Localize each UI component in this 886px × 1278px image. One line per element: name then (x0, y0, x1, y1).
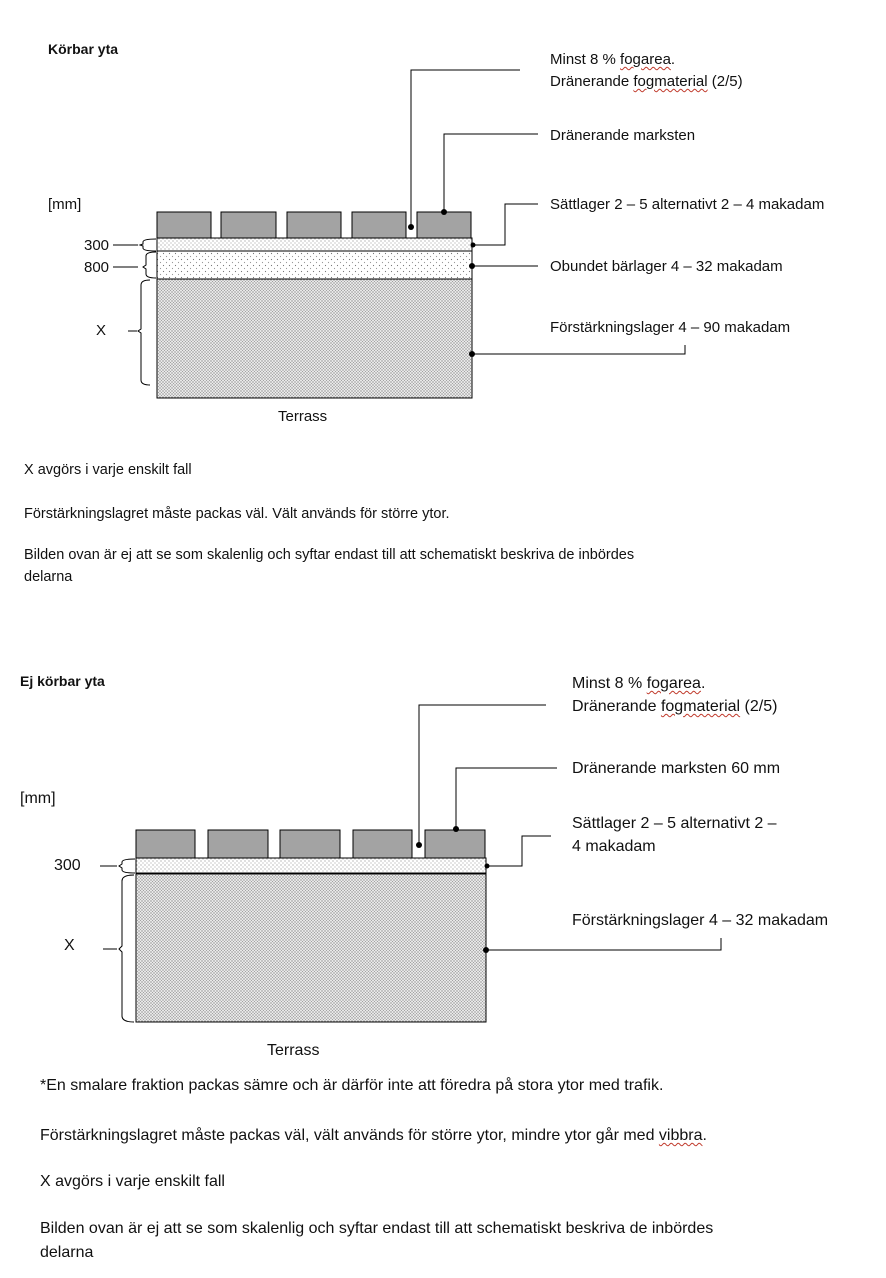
stone (353, 830, 412, 858)
label-terrass: Terrass (278, 408, 328, 425)
dot (483, 947, 489, 953)
leader-marksten (444, 134, 538, 212)
note-bilden-line1: Bilden ovan är ej att se som skalenlig och syftar endast till att schematiskt beskriva de inbördes (40, 1220, 714, 1237)
leader-sattlager (486, 836, 551, 866)
label-sattlager-line2: 4 makadam (572, 838, 656, 855)
note-bilden-line1: Bilden ovan är ej att se som skalenlig och syftar endast till att schematiskt beskriva de inbördes (24, 547, 635, 563)
leader-forstarkning (472, 345, 685, 354)
note-bilden-line2: delarna (40, 1244, 94, 1261)
heading-korbar-yta: Körbar yta (48, 41, 119, 57)
dot (441, 209, 447, 215)
leader-forstarkning (486, 938, 721, 950)
dot (408, 224, 414, 230)
leader-marksten (456, 768, 557, 829)
dot (469, 263, 475, 269)
label-forstarkningslager: Förstärkningslager 4 – 90 makadam (550, 319, 791, 336)
note-x: X avgörs i varje enskilt fall (24, 462, 192, 478)
note-x: X avgörs i varje enskilt fall (40, 1173, 225, 1190)
label-marksten: Dränerande marksten (550, 127, 696, 144)
bracket-300 (119, 859, 135, 873)
dot (469, 351, 475, 357)
dim-sattlager: 300 (54, 857, 81, 874)
dot (471, 243, 476, 248)
label-barlager: Obundet bärlager 4 – 32 makadam (550, 258, 783, 275)
top-barlager-layer (157, 251, 472, 279)
bottom-stones (136, 830, 485, 858)
bracket-800 (143, 252, 156, 278)
bottom-forstarkning-layer (136, 874, 486, 1022)
dim-x: X (64, 937, 75, 954)
dim-x: X (96, 322, 107, 339)
label-fogarea: Minst 8 % fogarea. (550, 51, 676, 68)
dim-sattlager: 300 (84, 237, 110, 254)
stone (425, 830, 485, 858)
stone (157, 212, 211, 238)
label-forstarkningslager: Förstärkningslager 4 – 32 makadam (572, 912, 829, 929)
dot (485, 864, 490, 869)
leader-sattlager (472, 204, 538, 245)
stone (287, 212, 341, 238)
top-brackets (113, 239, 156, 385)
note-fraktion: *En smalare fraktion packas sämre och är därför inte att föredra på stora ytor med trafik. (40, 1077, 664, 1094)
dot (453, 826, 459, 832)
stone (208, 830, 268, 858)
stone (221, 212, 276, 238)
unit-label: [mm] (48, 196, 82, 213)
leader-fogarea (411, 70, 520, 227)
leader-fogarea (419, 705, 546, 845)
label-fogmaterial: Dränerande fogmaterial (2/5) (550, 73, 743, 90)
note-packning: Förstärkningslagret måste packas väl. Vält används för större ytor. (24, 506, 450, 522)
stone (280, 830, 340, 858)
label-sattlager: Sättlager 2 – 5 alternativt 2 – 4 makadam (550, 196, 825, 213)
label-terrass: Terrass (267, 1042, 320, 1059)
stone (417, 212, 471, 238)
label-fogarea: Minst 8 % fogarea. (572, 675, 706, 692)
bracket-x (138, 280, 150, 385)
top-forstarkning-layer (157, 279, 472, 398)
label-fogmaterial: Dränerande fogmaterial (2/5) (572, 698, 778, 715)
heading-ej-korbar-yta: Ej körbar yta (20, 673, 105, 689)
top-sattlager-layer (157, 238, 472, 251)
note-packning: Förstärkningslagret måste packas väl, vält används för större ytor, mindre ytor går med vibbra. (40, 1127, 707, 1144)
note-bilden-line2: delarna (24, 569, 73, 585)
unit-label: [mm] (20, 790, 56, 807)
label-marksten: Dränerande marksten 60 mm (572, 760, 781, 777)
bracket-x (119, 875, 134, 1022)
dot (416, 842, 422, 848)
top-stones (157, 212, 471, 238)
bottom-brackets (100, 859, 135, 1022)
stone (136, 830, 195, 858)
stone (352, 212, 406, 238)
bottom-sattlager-layer (136, 858, 486, 873)
bracket-300 (140, 239, 156, 251)
dim-barlager: 800 (84, 259, 110, 276)
label-sattlager-line1: Sättlager 2 – 5 alternativt 2 – (572, 815, 777, 832)
